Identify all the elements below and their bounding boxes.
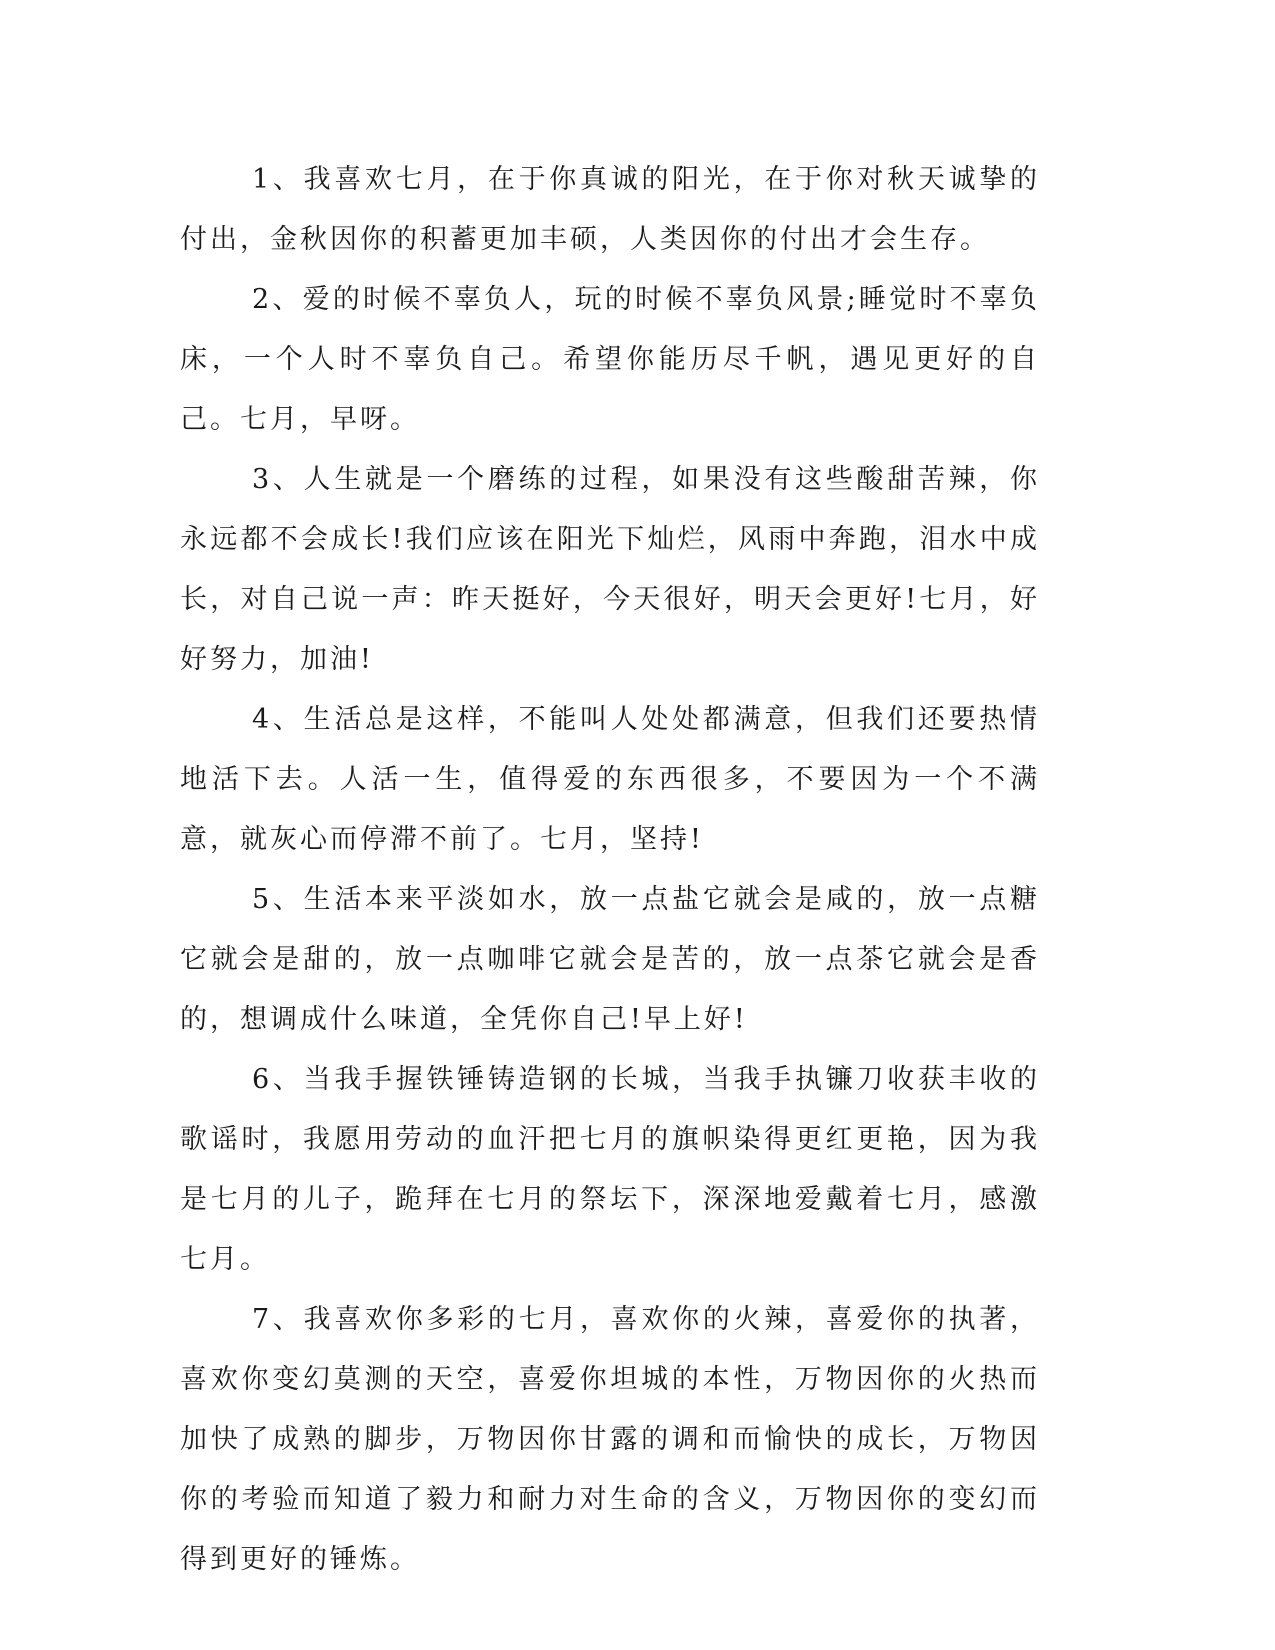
paragraph-4: 4、生活总是这样，不能叫人处处都满意，但我们还要热情地活下去。人活一生，值得爱的东西很多，不要因为一个不满意，就灰心而停滞不前了。七月，坚持! — [180, 704, 1040, 855]
paragraph-3: 3、人生就是一个磨练的过程，如果没有这些酸甜苦辣，你永远都不会成长!我们应该在阳光下灿烂，风雨中奔跑，泪水中成长，对自己说一声：昨天挺好，今天很好，明天会更好!七月，好好努力，加油! — [180, 464, 1040, 675]
paragraph-2: 2、爱的时候不辜负人，玩的时候不辜负风景;睡觉时不辜负床，一个人时不辜负自己。希望你能历尽千帆，遇见更好的自己。七月，早呀。 — [180, 284, 1040, 435]
document-body — [180, 150, 1040, 1590]
paragraph-5: 5、生活本来平淡如水，放一点盐它就会是咸的，放一点糖它就会是甜的，放一点咖啡它就会是苦的，放一点茶它就会是香的，想调成什么味道，全凭你自己!早上好! — [180, 884, 1040, 1035]
paragraph-1: 1、我喜欢七月，在于你真诚的阳光，在于你对秋天诚挚的付出，金秋因你的积蓄更加丰硕，人类因你的付出才会生存。 — [180, 164, 1040, 255]
paragraph-7: 7、我喜欢你多彩的七月，喜欢你的火辣，喜爱你的执著，喜欢你变幻莫测的天空，喜爱你坦城的本性，万物因你的火热而加快了成熟的脚步，万物因你甘露的调和而愉快的成长，万物因你的考验而知道了毅力和耐力对生命的含义，万物因你的变幻而得到更好的锤炼。 — [180, 1304, 1040, 1575]
paragraph-6: 6、当我手握铁锤铸造钢的长城，当我手执镰刀收获丰收的歌谣时，我愿用劳动的血汗把七月的旗帜染得更红更艳，因为我是七月的儿子，跪拜在七月的祭坛下，深深地爱戴着七月，感激七月。 — [180, 1064, 1040, 1275]
